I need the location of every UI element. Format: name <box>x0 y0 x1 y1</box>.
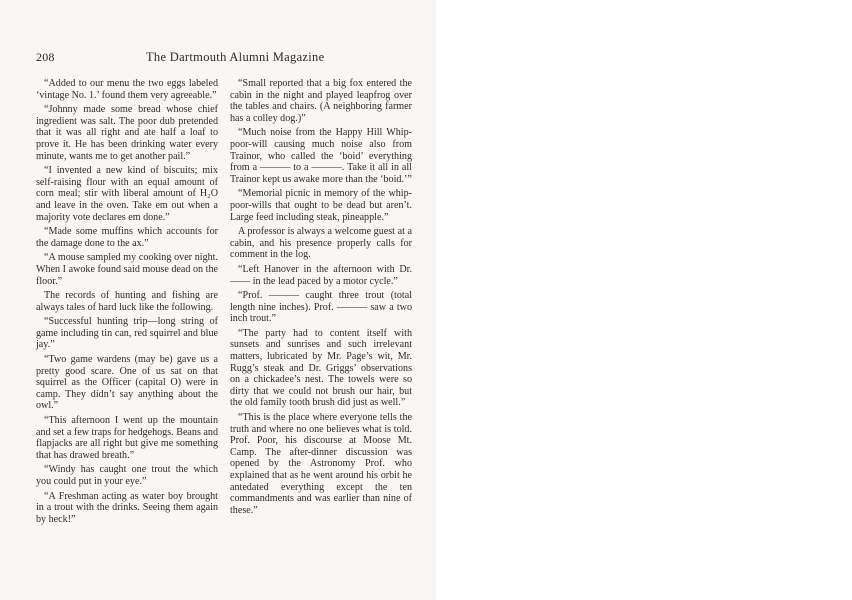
paragraph: “Made some muffins which accounts for the damage done to the ax.” <box>36 226 218 249</box>
paragraph: “Windy has caught one trout the which you could put in your eye.” <box>36 464 218 487</box>
paragraph: “A Freshman acting as water boy brought in a trout with the drinks. Seeing them again by heck!” <box>36 490 218 525</box>
paragraph: “Johnny made some bread whose chief ingredient was salt. The poor dub pretended that it was all right and ate half a loaf to prove it. He has been drinking water every minute, wants me to get another pail.” <box>36 104 218 162</box>
paragraph: “Much noise from the Happy Hill Whip-poor-will causing much noise also from Trainor, who called the ‘boid’ everything from a ——— to a ———. Take it all in all Trainor kept us awake more than the ‘boid.’” <box>230 127 412 185</box>
page-header <box>36 50 414 66</box>
paragraph: “The party had to content itself with sunsets and sunrises and such irrelevant matters, lubricated by Mr. Page’s wit, Mr. Rugg’s steak and Dr. Griggs’ observations on a chickadee’s nest. The towels were so dirty that we could not brush our hair, but the old family tooth brush did just as well.” <box>230 327 412 409</box>
right-page-blank <box>436 0 852 600</box>
paragraph: “Two game wardens (may be) gave us a pretty good scare. One of us sat on that squirrel as the Officer (capital O) were in camp. They didn’t say anything about the owl.” <box>36 354 218 412</box>
left-column <box>36 78 218 528</box>
paragraph: “This afternoon I went up the mountain and set a few traps for hedgehogs. Beans and flapjacks are all right but give me something that has drawed breath.” <box>36 415 218 461</box>
paragraph: “Added to our menu the two eggs labeled ‘vintage No. 1.’ found them very agreeable.” <box>36 78 218 101</box>
right-column <box>230 78 412 519</box>
paragraph: “Left Hanover in the afternoon with Dr. —— in the lead paced by a motor cycle.” <box>230 263 412 287</box>
page-number: 208 <box>36 50 55 64</box>
paragraph: A professor is always a welcome guest at a cabin, and his presence properly calls for comment in the log. <box>230 226 412 261</box>
paragraph: “This is the place where everyone tells the truth and where no one believes what is told. Prof. Poor, his discourse at Moose Mt. Camp. The after-dinner discussion was opened by the Astronomy Prof. who explained that as he went around his orbit he antedated everything except the ten commandments and was earlier than nine of these.” <box>230 412 412 516</box>
paragraph: The records of hunting and fishing are always tales of hard luck like the following. <box>36 290 218 313</box>
paragraph: “A mouse sampled my cooking over night. When I awoke found said mouse dead on the floor.” <box>36 252 218 287</box>
paragraph: “Small reported that a big fox entered the cabin in the night and played leapfrog over the tables and chairs. (A neighboring farmer has a colley dog.)” <box>230 78 412 124</box>
paragraph: “Successful hunting trip—long string of game including tin can, red squirrel and blue jay.” <box>36 316 218 351</box>
paragraph: “Prof. ——— caught three trout (total length nine inches). Prof. ——— saw a two inch trout.” <box>230 290 412 325</box>
paragraph: “I invented a new kind of biscuits; mix self-raising flour with an equal amount of corn meal; stir with liberal amount of H₂O and leave in the oven. Take em out when a majority vote declares em done.” <box>36 165 218 223</box>
paragraph: “Memorial picnic in memory of the whip-poor-wills that ought to be dead but aren’t. Large feed including steak, pineapple.” <box>230 188 412 223</box>
running-title: The Dartmouth Alumni Magazine <box>146 50 325 64</box>
